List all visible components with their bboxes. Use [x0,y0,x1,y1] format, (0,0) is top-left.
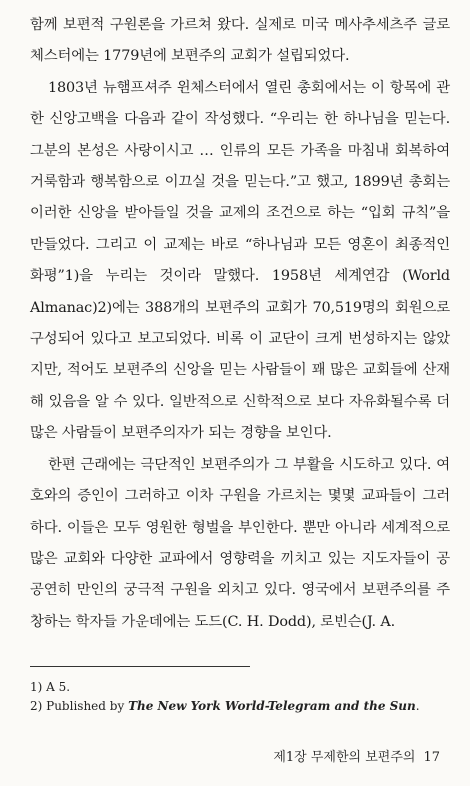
running-chapter-title: 제1장 무제한의 보편주의 [273,750,416,765]
footnotes [30,678,450,716]
footnote-divider [30,666,250,667]
footnote-2-suffix: . [415,699,420,713]
body-text [30,10,450,638]
paragraph-modern-universalism: 한편 근래에는 극단적인 보편주의가 그 부활을 시도하고 있다. 여호와의 증인이 그러하고 이차 구원을 가르치는 몇몇 교파들이 그러하다. 이들은 모두 영원한 형벌을 부인한다. 뿐만 아니라 세계적으로 많은 교회와 다양한 교파에서 영향력을 끼치고 있는 지도자들이 공공연히 만인의 궁극적 구원을 외치고 있다. 영국에서 보편주의를 주창하는 학자들 가운데에는 도드(C. H. Dodd), 로빈슨(J. A. [30,456,450,630]
footnote-1: 1) A 5. [30,680,71,694]
paragraph-continuation: 함께 보편적 구원론을 가르쳐 왔다. 실제로 미국 메사추세츠주 글로체스터에는 1779년에 보편주의 교회가 설립되었다. [30,17,450,65]
paragraph-1803-confession: 1803년 뉴햄프셔주 윈체스터에서 열린 총회에서는 이 항목에 관한 신앙고백을 다음과 같이 작성했다. “우리는 한 하나님을 믿는다. 그분의 본성은 사랑이시고 … 인류의 모든 가족을 마침내 회복하여 거룩함과 행복함으로 이끄실 것을 믿는다.”고 했고, 1899년 총회는 이러한 신앙을 받아들일 것을 교제의 조건으로 하는 “입회 규칙”을 만들었다. 그리고 이 교제는 바로 “하나님과 모든 영혼이 최종적인 화평”1)을 누리는 것이라 말했다. 1958년 세계연감 (World Almanac)2)에는 388개의 보편주의 교회가 70,519명의 회원으로 구성되어 있다고 보고되었다. 비록 이 교단이 크게 번성하지는 않았지만, 적어도 보편주의 신앙을 믿는 사람들이 꽤 많은 교회들에 산재해 있음을 알 수 있다. 일반적으로 신학적으로 보다 자유화될수록 더 많은 사람들이 보편주의자가 되는 경향을 보인다. [30,79,450,442]
footnote-2-title: The New York World-Telegram and the Sun [128,699,416,713]
page-number: 17 [423,750,440,765]
footnote-2-prefix: 2) Published by [30,699,129,713]
footnote-2 [30,697,450,716]
page-footer [273,746,440,765]
